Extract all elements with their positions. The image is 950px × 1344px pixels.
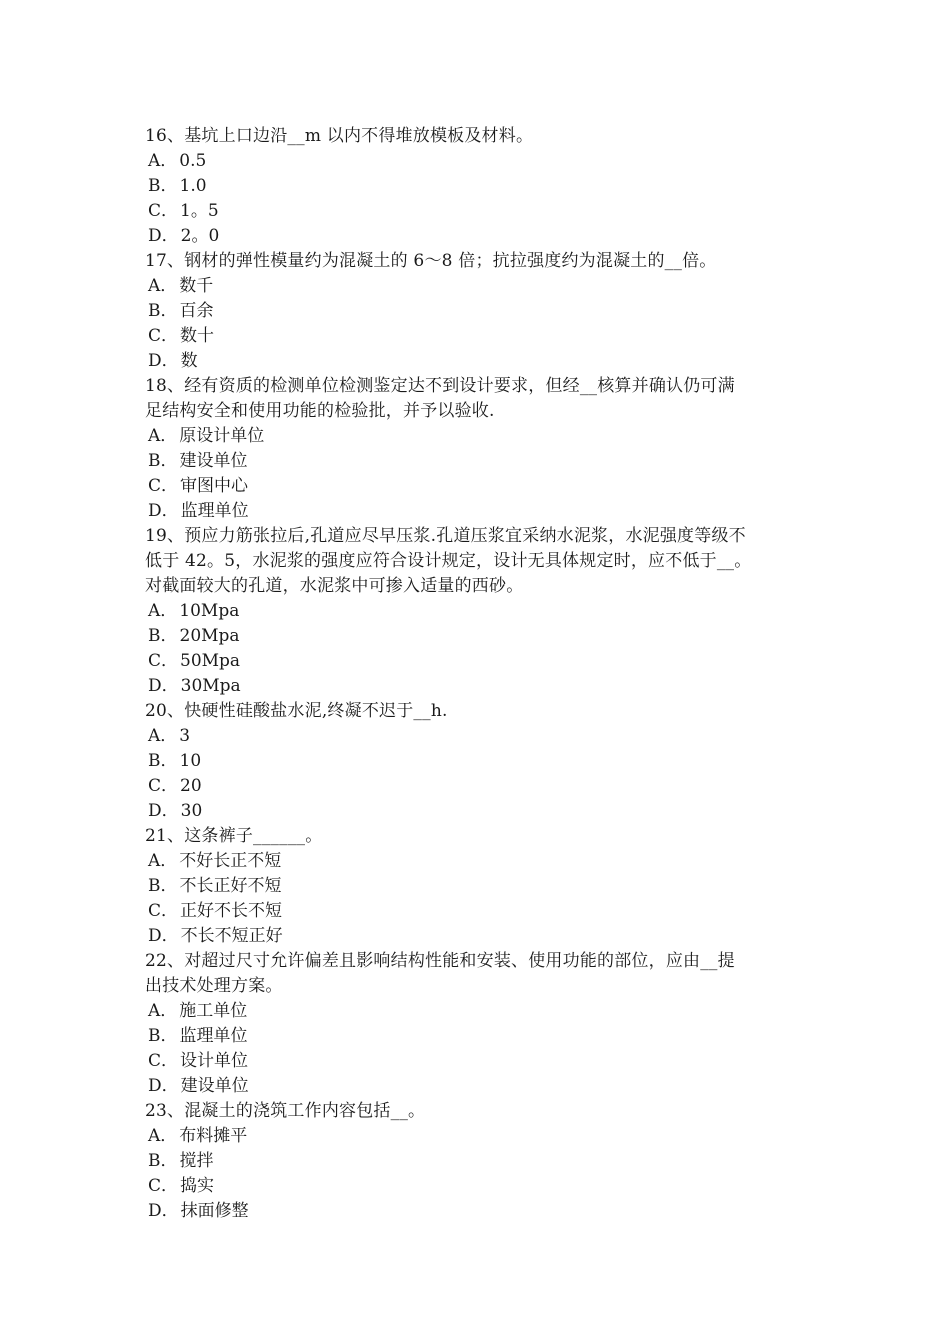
answer-option	[145, 924, 825, 949]
answer-option	[145, 1074, 825, 1099]
option-text: 捣实	[180, 1176, 215, 1196]
question-text: 低于 42。5，水泥浆的强度应符合设计规定，设计无具体规定时，应不低于__。	[145, 551, 752, 571]
answer-option	[145, 174, 825, 199]
option-text: 监理单位	[179, 1026, 248, 1046]
answer-option	[145, 299, 825, 324]
option-letter: C．	[148, 326, 179, 346]
option-letter: D．	[148, 226, 179, 246]
option-letter: A．	[148, 851, 178, 871]
answer-option	[145, 724, 825, 749]
answer-option	[145, 1024, 825, 1049]
option-text: 搅拌	[179, 1151, 214, 1171]
answer-option	[145, 199, 825, 224]
answer-option	[145, 749, 825, 774]
option-letter: B．	[148, 1026, 178, 1046]
option-text: 审图中心	[180, 476, 249, 496]
question-block	[145, 949, 825, 1099]
answer-option	[145, 149, 825, 174]
answer-option	[145, 599, 825, 624]
option-text: 数十	[180, 326, 215, 346]
question-text: 20、快硬性硅酸盐水泥,终凝不迟于__h.	[145, 701, 448, 721]
option-letter: A．	[148, 726, 178, 746]
option-text: 原设计单位	[179, 426, 265, 446]
answer-option	[145, 449, 825, 474]
answer-option	[145, 1149, 825, 1174]
option-letter: A．	[148, 1126, 178, 1146]
question-text: 22、对超过尺寸允许偏差且影响结构性能和安装、使用功能的部位，应由__提	[145, 951, 735, 971]
option-text: 监理单位	[180, 501, 249, 521]
option-text: 10Mpa	[179, 601, 240, 621]
answer-option	[145, 324, 825, 349]
option-text: 10	[179, 751, 202, 771]
option-text: 0.5	[179, 151, 207, 171]
answer-option	[145, 999, 825, 1024]
option-text: 设计单位	[180, 1051, 249, 1071]
option-letter: A．	[148, 1001, 178, 1021]
option-letter: A．	[148, 151, 178, 171]
answer-option	[145, 1199, 825, 1224]
option-text: 不长正好不短	[179, 876, 282, 896]
answer-option	[145, 224, 825, 249]
answer-option	[145, 1174, 825, 1199]
option-text: 2。0	[180, 226, 220, 246]
question-text: 足结构安全和使用功能的检验批，并予以验收.	[145, 401, 495, 421]
option-letter: A．	[148, 426, 178, 446]
option-letter: C．	[148, 1176, 179, 1196]
question-block	[145, 249, 825, 374]
option-text: 3	[179, 726, 191, 746]
question-block	[145, 374, 825, 524]
option-text: 数	[180, 351, 198, 371]
option-text: 50Mpa	[180, 651, 241, 671]
option-letter: A．	[148, 276, 178, 296]
answer-option	[145, 424, 825, 449]
question-block	[145, 1099, 825, 1224]
option-letter: A．	[148, 601, 178, 621]
option-letter: C．	[148, 201, 179, 221]
question-text: 19、预应力筋张拉后,孔道应尽早压浆.孔道压浆宜采纳水泥浆，水泥强度等级不	[145, 526, 746, 546]
option-text: 不长不短正好	[180, 926, 283, 946]
answer-option	[145, 774, 825, 799]
option-letter: B．	[148, 301, 178, 321]
option-letter: D．	[148, 501, 179, 521]
option-text: 20	[180, 776, 202, 796]
option-text: 数千	[179, 276, 214, 296]
option-letter: D．	[148, 1201, 179, 1221]
option-text: 抹面修整	[180, 1201, 249, 1221]
option-letter: B．	[148, 876, 178, 896]
option-letter: C．	[148, 476, 179, 496]
answer-option	[145, 274, 825, 299]
option-letter: D．	[148, 676, 179, 696]
option-letter: B．	[148, 176, 178, 196]
option-letter: D．	[148, 351, 179, 371]
answer-option	[145, 474, 825, 499]
option-text: 1.0	[179, 176, 207, 196]
answer-option	[145, 799, 825, 824]
option-text: 建设单位	[179, 451, 248, 471]
option-letter: D．	[148, 801, 179, 821]
question-text: 出技术处理方案。	[145, 976, 283, 996]
option-letter: C．	[148, 776, 179, 796]
option-text: 百余	[179, 301, 214, 321]
option-text: 施工单位	[179, 1001, 248, 1021]
option-letter: D．	[148, 926, 179, 946]
question-block	[145, 524, 825, 699]
option-text: 1。5	[180, 201, 219, 221]
option-letter: B．	[148, 626, 178, 646]
answer-option	[145, 349, 825, 374]
option-letter: B．	[148, 751, 178, 771]
question-text: 18、经有资质的检测单位检测鉴定达不到设计要求，但经__核算并确认仍可满	[145, 376, 735, 396]
answer-option	[145, 1049, 825, 1074]
option-text: 20Mpa	[179, 626, 240, 646]
option-letter: C．	[148, 901, 179, 921]
option-text: 不好长正不短	[179, 851, 282, 871]
question-block	[145, 824, 825, 949]
option-letter: C．	[148, 1051, 179, 1071]
option-letter: B．	[148, 1151, 178, 1171]
option-letter: C．	[148, 651, 179, 671]
answer-option	[145, 849, 825, 874]
option-letter: B．	[148, 451, 178, 471]
option-text: 正好不长不短	[180, 901, 283, 921]
option-text: 布料摊平	[179, 1126, 248, 1146]
answer-option	[145, 624, 825, 649]
answer-option	[145, 899, 825, 924]
question-text: 21、这条裤子______。	[145, 826, 323, 846]
question-text: 17、钢材的弹性模量约为混凝土的 6～8 倍；抗拉强度约为混凝土的__倍。	[145, 251, 717, 271]
option-text: 30	[180, 801, 203, 821]
answer-option	[145, 499, 825, 524]
document-page	[145, 124, 825, 1224]
answer-option	[145, 649, 825, 674]
answer-option	[145, 674, 825, 699]
option-text: 30Mpa	[180, 676, 241, 696]
question-block	[145, 699, 825, 824]
question-text: 对截面较大的孔道，水泥浆中可掺入适量的西砂。	[145, 576, 524, 596]
question-text: 16、基坑上口边沿__m 以内不得堆放模板及材料。	[145, 126, 534, 146]
answer-option	[145, 1124, 825, 1149]
option-text: 建设单位	[180, 1076, 249, 1096]
question-text: 23、混凝土的浇筑工作内容包括__。	[145, 1101, 426, 1121]
option-letter: D．	[148, 1076, 179, 1096]
question-block	[145, 124, 825, 249]
answer-option	[145, 874, 825, 899]
